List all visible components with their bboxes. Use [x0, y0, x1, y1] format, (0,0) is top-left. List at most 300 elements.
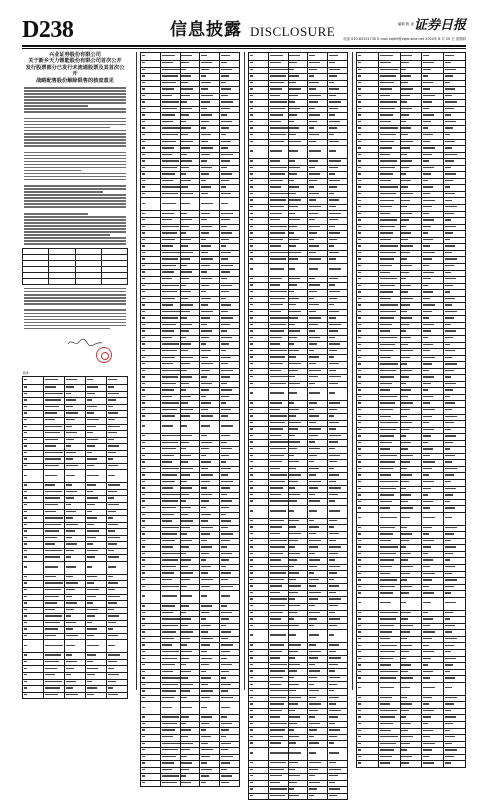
cell-text-mark: [181, 226, 189, 227]
cell-text-mark: [309, 553, 315, 554]
text-line: [24, 191, 103, 193]
table-cell: [400, 682, 422, 695]
cell-text-mark: [221, 219, 230, 220]
cell-text-mark: [423, 422, 429, 423]
cell-text-mark: [445, 82, 450, 83]
cell-text-mark: [309, 226, 320, 227]
cell-text-mark: [329, 598, 341, 599]
cell-text-mark: [66, 475, 75, 476]
cell-text-mark: [201, 265, 210, 266]
cell-text-mark: [201, 749, 213, 750]
cell-text-mark: [423, 559, 433, 560]
cell-text-mark: [162, 707, 172, 708]
table-cell: [141, 53, 161, 61]
cell-text-mark: [445, 586, 454, 587]
cell-text-mark: [162, 651, 179, 652]
cell-text-mark: [380, 723, 393, 724]
cell-text-mark: [142, 389, 145, 390]
cell-text-mark: [289, 710, 295, 711]
cell-text-mark: [181, 62, 189, 63]
cell-text-mark: [358, 638, 361, 639]
article-column: [22, 52, 128, 699]
cell-text-mark: [250, 213, 253, 214]
table-cell: [23, 561, 44, 574]
cell-text-mark: [162, 618, 180, 619]
cell-text-mark: [162, 507, 176, 508]
cell-text-mark: [358, 357, 361, 358]
cell-text-mark: [108, 694, 118, 695]
cell-text-mark: [289, 592, 298, 593]
cell-text-mark: [445, 756, 454, 757]
cell-text-mark: [423, 357, 435, 358]
cell-text-mark: [289, 239, 299, 240]
text-line: [24, 240, 126, 242]
cell-text-mark: [201, 494, 212, 495]
cell-text-mark: [45, 517, 63, 518]
cell-text-mark: [250, 415, 253, 416]
cell-text-mark: [445, 226, 456, 227]
cell-text-mark: [309, 697, 316, 698]
cell-text-mark: [162, 481, 175, 482]
cell-text-mark: [108, 609, 114, 610]
cell-text-mark: [66, 582, 78, 583]
cell-text-mark: [221, 304, 231, 305]
cell-text-mark: [162, 160, 179, 161]
cell-text-mark: [162, 82, 176, 83]
cell-text-mark: [250, 625, 253, 626]
cell-text-mark: [142, 258, 145, 259]
cell-text-mark: [24, 517, 27, 518]
cell-text-mark: [162, 664, 175, 665]
table-row: [141, 780, 240, 787]
text-line: [24, 231, 126, 233]
cell-text-mark: [45, 475, 57, 476]
cell-text-mark: [142, 618, 145, 619]
cell-text-mark: [380, 631, 392, 632]
cell-text-mark: [250, 141, 253, 142]
cell-text-mark: [201, 370, 210, 371]
text-line: [24, 182, 126, 184]
cell-text-mark: [329, 710, 341, 711]
cell-text-mark: [142, 337, 145, 338]
cell-text-mark: [250, 441, 253, 442]
cell-text-mark: [181, 684, 193, 685]
text-line: [24, 313, 126, 315]
cell-text-mark: [358, 730, 361, 731]
cell-text-mark: [270, 461, 282, 462]
cell-text-mark: [329, 677, 340, 678]
cell-text-mark: [401, 95, 410, 96]
cell-text-mark: [358, 134, 361, 135]
cell-text-mark: [329, 350, 337, 351]
text-line: [24, 173, 126, 175]
cell-text-mark: [270, 729, 285, 730]
cell-text-mark: [66, 661, 77, 662]
cell-text-mark: [309, 160, 318, 161]
cell-text-mark: [289, 324, 295, 325]
cell-text-mark: [270, 350, 287, 351]
cell-text-mark: [401, 756, 412, 757]
cell-text-mark: [423, 186, 433, 187]
cell-text-mark: [162, 154, 172, 155]
table-cell: [328, 793, 348, 800]
cell-text-mark: [201, 762, 207, 763]
cell-text-mark: [329, 213, 341, 214]
cell-text-mark: [445, 127, 453, 128]
cell-text-mark: [445, 357, 452, 358]
cell-text-mark: [309, 141, 316, 142]
table-cell: [444, 682, 466, 695]
article-title-line: 兴业证券股份有限公司: [49, 52, 101, 58]
cell-text-mark: [289, 729, 294, 730]
cell-text-mark: [289, 134, 296, 135]
cell-text-mark: [250, 736, 253, 737]
cell-text-mark: [250, 252, 253, 253]
cell-text-mark: [401, 671, 408, 672]
cell-text-mark: [201, 154, 210, 155]
cell-text-mark: [142, 219, 145, 220]
cell-text-mark: [329, 605, 338, 606]
cell-text-mark: [445, 579, 457, 580]
cell-text-mark: [380, 127, 398, 128]
cell-text-mark: [181, 311, 190, 312]
cell-text-mark: [162, 612, 173, 613]
cell-text-mark: [221, 572, 231, 573]
cell-text-mark: [329, 553, 338, 554]
cell-text-mark: [401, 311, 407, 312]
cell-text-mark: [401, 173, 406, 174]
cell-text-mark: [309, 684, 314, 685]
cell-text-mark: [380, 62, 391, 63]
cell-text-mark: [358, 88, 361, 89]
cell-text-mark: [108, 439, 114, 440]
cell-text-mark: [201, 631, 208, 632]
cell-text-mark: [309, 330, 315, 331]
cell-text-mark: [270, 383, 286, 384]
cell-text-mark: [423, 488, 431, 489]
cell-text-mark: [24, 543, 27, 544]
table-cell: [357, 761, 379, 768]
cell-text-mark: [270, 206, 284, 207]
table-cell: [268, 505, 288, 518]
cell-text-mark: [221, 520, 231, 521]
cell-text-mark: [329, 625, 337, 626]
cell-text-mark: [142, 134, 145, 135]
cell-text-mark: [201, 500, 209, 501]
cell-text-mark: [221, 337, 232, 338]
cell-text-mark: [142, 520, 145, 521]
cell-text-mark: [401, 468, 407, 469]
cell-text-mark: [221, 232, 232, 233]
cell-text-mark: [181, 425, 187, 426]
cell-text-mark: [221, 160, 230, 161]
cell-text-mark: [309, 291, 317, 292]
cell-text-mark: [289, 769, 295, 770]
cell-text-mark: [270, 533, 280, 534]
cell-text-mark: [445, 173, 456, 174]
text-line: [24, 194, 126, 196]
table-cell: [444, 597, 466, 610]
cell-text-mark: [250, 108, 253, 109]
cell-text-mark: [401, 448, 408, 449]
cell-text-mark: [445, 573, 452, 574]
cell-text-mark: [142, 343, 145, 344]
cell-text-mark: [401, 687, 410, 688]
cell-text-mark: [358, 239, 361, 240]
cell-text-mark: [162, 736, 173, 737]
cell-text-mark: [142, 415, 145, 416]
cell-text-mark: [162, 265, 176, 266]
cell-text-mark: [201, 363, 213, 364]
cell-text-mark: [380, 461, 395, 462]
cell-text-mark: [401, 566, 413, 567]
cell-text-mark: [181, 213, 187, 214]
text-line: [24, 188, 126, 190]
cell-text-mark: [142, 494, 145, 495]
cell-text-mark: [329, 88, 339, 89]
table-cell: [249, 263, 269, 276]
cell-text-mark: [358, 258, 361, 259]
cell-text-mark: [181, 75, 191, 76]
cell-text-mark: [221, 108, 230, 109]
cell-text-mark: [401, 200, 410, 201]
cell-text-mark: [423, 618, 433, 619]
cell-text-mark: [401, 488, 406, 489]
cell-text-mark: [87, 439, 98, 440]
cell-text-mark: [289, 782, 297, 783]
cell-text-mark: [423, 448, 433, 449]
cell-text-mark: [380, 507, 390, 508]
cell-text-mark: [401, 402, 413, 403]
cell-text-mark: [66, 458, 73, 459]
cell-text-mark: [108, 582, 118, 583]
cell-text-mark: [423, 540, 434, 541]
cell-text-mark: [401, 586, 412, 587]
cell-text-mark: [289, 206, 298, 207]
cell-text-mark: [66, 399, 76, 400]
table-cell: [268, 388, 288, 401]
cell-text-mark: [108, 465, 118, 466]
cell-text-mark: [162, 186, 180, 187]
cell-text-mark: [289, 409, 299, 410]
table-cell: [288, 747, 308, 760]
cell-text-mark: [181, 638, 190, 639]
cell-text-mark: [162, 448, 176, 449]
cell-text-mark: [181, 160, 192, 161]
cell-text-mark: [445, 219, 451, 220]
cell-text-mark: [445, 200, 452, 201]
cell-text-mark: [380, 743, 396, 744]
cell-text-mark: [401, 141, 413, 142]
cell-text-mark: [162, 193, 178, 194]
table-cell: [268, 53, 288, 61]
cell-text-mark: [423, 602, 431, 603]
cell-text-mark: [289, 684, 299, 685]
cell-text-mark: [289, 383, 300, 384]
cell-text-mark: [142, 671, 145, 672]
table-cell: [268, 263, 288, 276]
cell-text-mark: [289, 520, 299, 521]
article-body-continued: [24, 288, 126, 329]
cell-text-mark: [423, 625, 430, 626]
table-cell: [400, 512, 422, 525]
cell-text-mark: [270, 268, 284, 269]
cell-text-mark: [358, 762, 361, 763]
cell-text-mark: [423, 409, 435, 410]
cell-text-mark: [201, 88, 208, 89]
cell-text-mark: [270, 579, 284, 580]
cell-text-mark: [358, 559, 361, 560]
cell-text-mark: [309, 206, 321, 207]
cell-text-mark: [329, 245, 334, 246]
cell-text-mark: [162, 55, 175, 56]
cell-text-mark: [270, 193, 288, 194]
cell-text-mark: [87, 566, 92, 567]
cell-text-mark: [401, 370, 412, 371]
cell-text-mark: [423, 55, 429, 56]
cell-text-mark: [309, 729, 317, 730]
cell-text-mark: [289, 618, 294, 619]
cell-text-mark: [270, 69, 288, 70]
table-row: [249, 505, 348, 518]
cell-text-mark: [250, 494, 253, 495]
cell-text-mark: [270, 330, 284, 331]
cell-text-mark: [358, 127, 361, 128]
cell-text-mark: [108, 393, 119, 394]
cell-text-mark: [270, 670, 285, 671]
cell-text-mark: [87, 530, 99, 531]
text-line: [24, 118, 126, 120]
cell-text-mark: [221, 736, 226, 737]
cell-text-mark: [380, 749, 394, 750]
cell-text-mark: [309, 409, 314, 410]
table-row: [249, 53, 348, 61]
cell-text-mark: [181, 481, 187, 482]
cell-text-mark: [142, 285, 145, 286]
cell-text-mark: [423, 517, 435, 518]
cell-text-mark: [87, 635, 94, 636]
cell-text-mark: [380, 285, 395, 286]
cell-text-mark: [181, 193, 193, 194]
cell-text-mark: [181, 291, 191, 292]
cell-text-mark: [181, 566, 188, 567]
cell-text-mark: [270, 775, 282, 776]
cell-text-mark: [423, 566, 430, 567]
header-rule-thin: [22, 48, 466, 49]
cell-text-mark: [250, 75, 253, 76]
cell-text-mark: [289, 258, 298, 259]
table-cell: [308, 505, 328, 518]
cell-text-mark: [270, 782, 280, 783]
cell-text-mark: [142, 769, 145, 770]
cell-text-mark: [221, 409, 231, 410]
text-line: [24, 170, 81, 172]
cell-text-mark: [358, 710, 361, 711]
cell-text-mark: [445, 749, 457, 750]
table-cell: [288, 53, 308, 61]
cell-text-mark: [108, 484, 120, 485]
table-cell: [357, 597, 379, 610]
cell-text-mark: [221, 566, 226, 567]
cell-text-mark: [201, 343, 206, 344]
cell-text-mark: [358, 278, 361, 279]
cell-text-mark: [309, 252, 316, 253]
table-caption: 附件：: [23, 371, 33, 376]
table-cell: [180, 780, 200, 787]
cell-text-mark: [445, 350, 455, 351]
cell-text-mark: [329, 481, 336, 482]
table-cell: [328, 747, 348, 760]
cell-text-mark: [24, 379, 27, 380]
cell-text-mark: [270, 592, 280, 593]
cell-text-mark: [181, 69, 186, 70]
cell-text-mark: [401, 442, 411, 443]
cell-text-mark: [358, 625, 361, 626]
cell-text-mark: [329, 448, 335, 449]
cell-text-mark: [423, 121, 431, 122]
cell-text-mark: [423, 291, 433, 292]
cell-text-mark: [423, 442, 428, 443]
cell-text-mark: [221, 677, 226, 678]
cell-text-mark: [162, 697, 174, 698]
cell-text-mark: [24, 694, 27, 695]
cell-text-mark: [289, 546, 295, 547]
cell-text-mark: [221, 494, 227, 495]
table-cell: [107, 640, 128, 653]
cell-text-mark: [270, 55, 283, 56]
cell-text-mark: [329, 226, 335, 227]
cell-text-mark: [445, 298, 455, 299]
cell-text-mark: [358, 517, 361, 518]
cell-text-mark: [142, 186, 145, 187]
cell-text-mark: [108, 543, 117, 544]
cell-text-mark: [250, 409, 253, 410]
cell-text-mark: [181, 664, 186, 665]
cell-text-mark: [108, 681, 116, 682]
cell-text-mark: [142, 514, 145, 515]
cell-text-mark: [289, 402, 294, 403]
cell-text-mark: [270, 697, 286, 698]
cell-text-mark: [401, 147, 410, 148]
cell-text-mark: [329, 684, 337, 685]
cell-text-mark: [221, 265, 233, 266]
cell-text-mark: [142, 697, 145, 698]
cell-text-mark: [24, 566, 27, 567]
cell-text-mark: [380, 160, 397, 161]
cell-text-mark: [270, 337, 282, 338]
cell-text-mark: [24, 393, 27, 394]
cell-text-mark: [66, 550, 74, 551]
cell-text-mark: [87, 412, 94, 413]
cell-text-mark: [142, 311, 145, 312]
cell-text-mark: [289, 441, 300, 442]
cell-text-mark: [380, 435, 394, 436]
cell-text-mark: [108, 419, 115, 420]
cell-text-mark: [142, 448, 145, 449]
cell-text-mark: [45, 491, 62, 492]
table-cell: [107, 561, 128, 574]
cell-text-mark: [181, 363, 190, 364]
cell-text-mark: [309, 284, 320, 285]
cell-text-mark: [201, 468, 208, 469]
text-line: [24, 234, 110, 236]
cell-text-mark: [329, 428, 336, 429]
cell-text-mark: [250, 356, 253, 357]
cell-text-mark: [45, 524, 61, 525]
cell-text-mark: [250, 402, 253, 403]
cell-text-mark: [401, 252, 410, 253]
cell-text-mark: [445, 494, 453, 495]
